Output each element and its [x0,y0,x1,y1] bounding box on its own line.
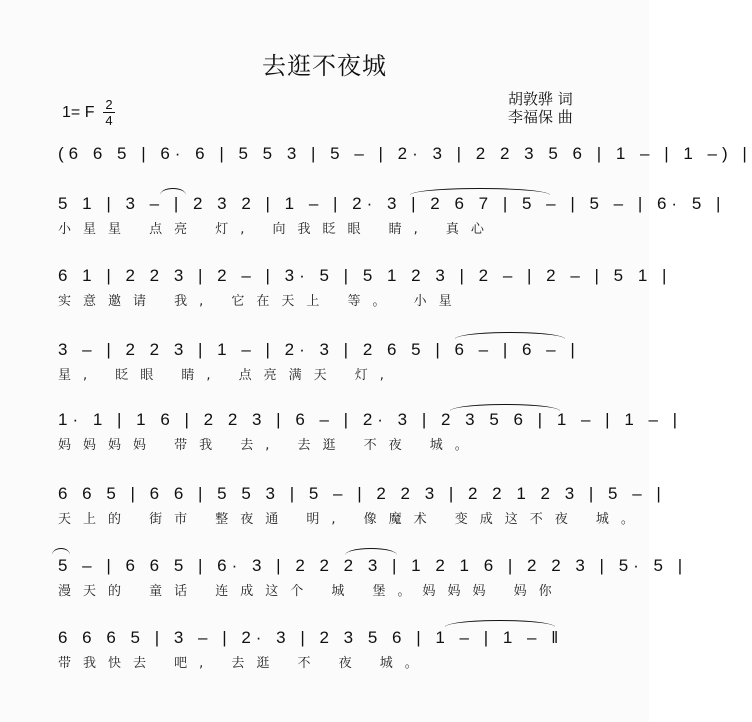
score-line-7 [58,556,688,600]
score-line-5 [58,410,683,454]
time-signature [103,98,115,127]
time-signature-top: 2 [105,97,113,112]
slur-mark [345,548,397,555]
notation-line: 6 6 5 | 6 6 | 5 5 3 | 5 – | 2 2 3 | 2 2 1 2 3 | 5 – | [58,484,666,503]
slur-mark [450,404,560,411]
slur-mark [410,188,550,195]
key-signature: 1= F [62,104,95,121]
lyric-line: 带我快去 吧, 去逛 不 夜 城。 [58,656,430,671]
notation-line: 6 1 | 2 2 3 | 2 – | 3· 5 | 5 1 2 3 | 2 – | 2 – | 5 1 | [58,266,672,285]
lyric-line: 实意邀请 我, 它在天上 等。 小星 [58,294,464,309]
composer-credit: 李福保 曲 [508,108,573,126]
score-line-1 [58,144,752,188]
score-line-8 [58,628,598,672]
notation-line: 5 – | 6 6 5 | 6· 3 | 2 2 2 3 | 1 2 1 6 | 2 2 3 | 5· 5 | [58,556,688,575]
lyric-line: 漫天的 童话 连成这个 城 堡。妈妈妈 妈你 [58,584,564,599]
slur-mark [52,548,70,555]
lyricist-credit: 胡敦骅 词 [508,90,573,108]
slur-mark [160,188,186,195]
notation-line: 5 1 | 3 – | 2 3 2 | 1 – | 2· 3 | 2 6 7 | 5 – | 5 – | 6· 5 | [58,194,726,213]
notation-line: 3 – | 2 2 3 | 1 – | 2· 3 | 2 6 5 | 6 – | 6 – | [58,340,580,359]
notation-line: 1· 1 | 1 6 | 2 2 3 | 6 – | 2· 3 | 2 3 5 6 | 1 – | 1 – | [58,410,683,429]
slur-mark [445,620,555,627]
lyric-line: 妈妈妈妈 带我 去, 去逛 不夜 城。 [58,438,480,453]
lyric-line: 天上的 街市 整夜通 明, 像魔术 变成这不夜 城。 [58,512,646,527]
song-title: 去逛不夜城 [262,52,387,80]
lyric-line [58,168,598,188]
slur-mark [455,332,565,339]
score-line-2 [58,194,726,238]
notation-line: 6 6 6 5 | 3 – | 2· 3 | 2 3 5 6 | 1 – | 1 – ‖ [58,628,564,647]
score-line-3 [58,266,672,310]
lyric-line: 小星星 点亮 灯, 向我眨眼 睛, 真心 [58,222,496,237]
lyric-line: 星, 眨眼 睛, 点亮满天 灯, [58,368,396,383]
time-signature-bottom: 4 [105,113,113,128]
score-line-6 [58,484,666,528]
score-line-4 [58,340,598,384]
notation-line: (6 6 5 | 6· 6 | 5 5 3 | 5 – | 2· 3 | 2 2 3 5 6 | 1 – | 1 –) | [58,144,752,163]
